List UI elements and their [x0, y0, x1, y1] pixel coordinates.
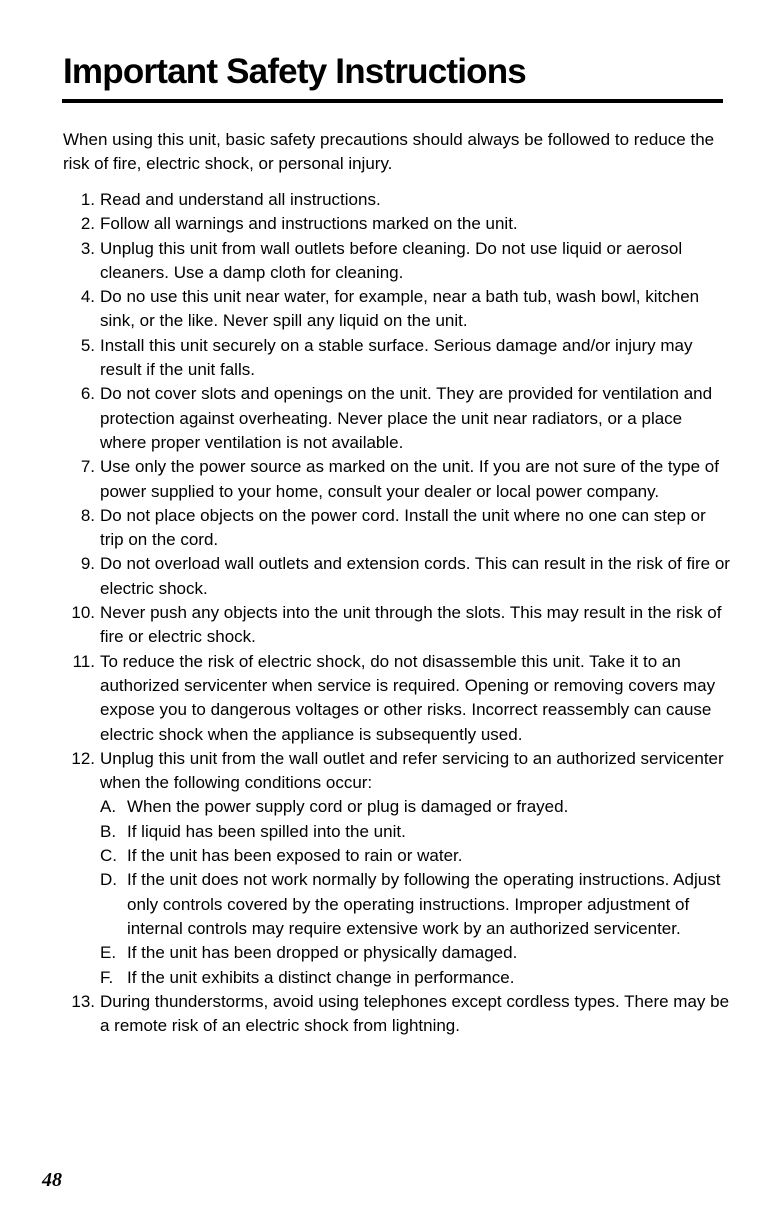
- item-number: 13.: [71, 991, 95, 1011]
- condition-label: F.: [100, 967, 114, 987]
- condition-item-b: [100, 820, 733, 844]
- instruction-item-1: [63, 188, 733, 212]
- item-text: Use only the power source as marked on the unit. If you are not sure of the type of power supplied to your home, consult your dealer or local power company.: [100, 457, 719, 501]
- condition-text: If the unit has been dropped or physically damaged.: [127, 943, 518, 963]
- condition-label: A.: [100, 797, 117, 817]
- condition-text: When the power supply cord or plug is damaged or frayed.: [127, 797, 569, 817]
- item-number: 5.: [80, 335, 95, 355]
- item-text: Do not place objects on the power cord. Install the unit where no one can step or trip on the cord.: [100, 505, 706, 550]
- item-number: 7.: [80, 457, 95, 477]
- condition-item-d: [100, 868, 733, 941]
- item-number: 9.: [80, 554, 95, 574]
- item-text: Unplug this unit from the wall outlet and refer servicing to an authorized servicenter when the following conditions occur:: [100, 748, 724, 793]
- item-text: Do no use this unit near water, for example, near a bath tub, wash bowl, kitchen sink, or the like. Never spill any liquid on the unit.: [100, 287, 700, 331]
- item-text: Never push any objects into the unit through the slots. This may result in the risk of fire or electric shock.: [100, 603, 722, 647]
- instruction-item-12: [63, 747, 733, 990]
- instruction-item-9: [63, 552, 733, 601]
- instruction-item-8: [63, 504, 733, 553]
- instruction-item-2: [63, 212, 733, 236]
- item-text: Follow all warnings and instructions marked on the unit.: [100, 214, 518, 234]
- condition-text: If the unit has been exposed to rain or water.: [127, 846, 463, 866]
- condition-text: If the unit does not work normally by following the operating instructions. Adjust only controls covered by the operating instructions. Improper adjustment of internal controls may require extensive work by an authorized servicenter.: [127, 870, 721, 938]
- item-text: Do not overload wall outlets and extension cords. This can result in the risk of fire or electric shock.: [100, 554, 730, 598]
- item-number: 3.: [80, 238, 95, 258]
- item-text: Unplug this unit from wall outlets before cleaning. Do not use liquid or aerosol cleaners. Use a damp cloth for cleaning.: [100, 238, 683, 282]
- item-number: 11.: [72, 651, 95, 671]
- condition-label: E.: [100, 943, 117, 963]
- condition-text: If liquid has been spilled into the unit.: [127, 821, 406, 841]
- condition-item-f: [100, 966, 733, 990]
- item-text: During thunderstorms, avoid using telephones except cordless types. There may be a remote risk of an electric shock from lightning.: [100, 991, 730, 1036]
- item-number: 6.: [80, 384, 95, 404]
- instruction-item-6: [63, 382, 733, 455]
- item-number: 4.: [80, 287, 95, 307]
- item-number: 10.: [71, 603, 95, 623]
- instruction-item-3: [63, 237, 733, 286]
- item-text: Do not cover slots and openings on the unit. They are provided for ventilation and protection against overheating. Never place the unit near radiators, or a place where proper ventilation is not available.: [100, 384, 713, 452]
- item-text: Install this unit securely on a stable surface. Serious damage and/or injury may result if the unit falls.: [100, 335, 693, 380]
- instruction-item-13: [63, 990, 733, 1039]
- title-underline: [62, 99, 723, 103]
- item-text: Read and understand all instructions.: [100, 190, 381, 209]
- instruction-item-5: [63, 334, 733, 383]
- item-number: 8.: [80, 505, 95, 525]
- intro-paragraph: When using this unit, basic safety precautions should always be followed to reduce the risk of fire, electric shock, or personal injury.: [63, 130, 715, 174]
- condition-label: D.: [100, 870, 117, 890]
- instruction-item-4: [63, 285, 733, 334]
- item-number: 1.: [80, 190, 95, 209]
- condition-item-e: [100, 941, 733, 965]
- instruction-item-7: [63, 455, 733, 504]
- condition-label: B.: [100, 821, 117, 841]
- safety-instructions-list: [63, 188, 733, 1038]
- item-number: 12.: [71, 748, 95, 768]
- page-title: Important Safety Instructions: [63, 52, 526, 91]
- page-number: 48: [42, 1169, 62, 1191]
- item-number: 2.: [80, 214, 95, 234]
- item-text: To reduce the risk of electric shock, do not disassemble this unit. Take it to an authorized servicenter when service is required. Opening or removing covers may expose you to dangerous voltages or other risks. Incorrect reassembly can cause electric shock when the appliance is subsequently used.: [100, 651, 716, 744]
- condition-item-c: [100, 844, 733, 868]
- instruction-item-10: [63, 601, 733, 650]
- condition-label: C.: [100, 846, 117, 866]
- condition-text: If the unit exhibits a distinct change in performance.: [127, 967, 515, 987]
- service-conditions-list: [100, 795, 733, 989]
- condition-item-a: [100, 795, 733, 819]
- instruction-item-11: [63, 650, 733, 747]
